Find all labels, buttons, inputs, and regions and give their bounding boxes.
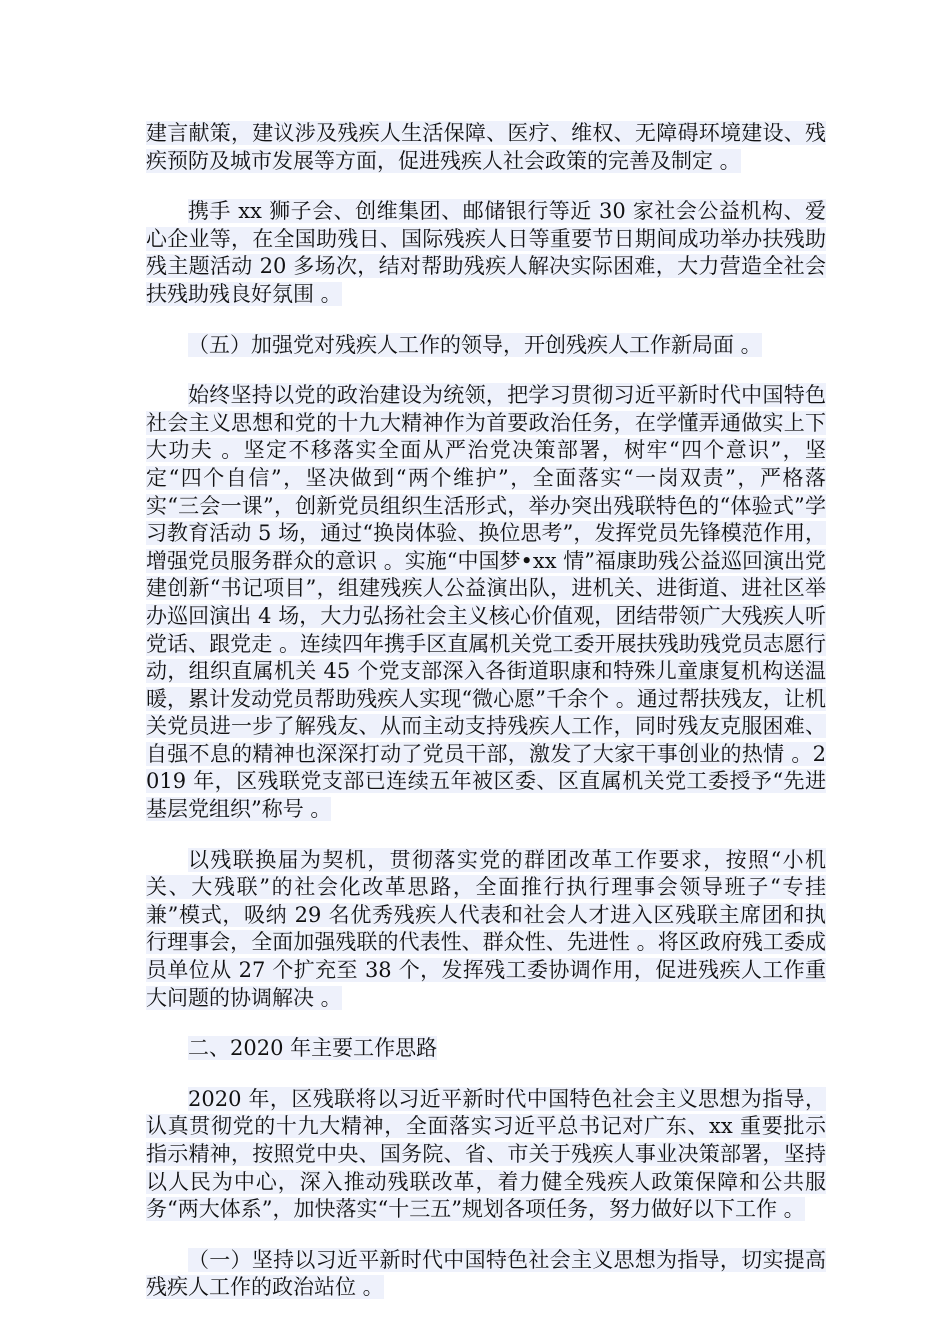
paragraph-4-text: 始终坚持以党的政治建设为统领，把学习贯彻习近平新时代中国特色社会主义思想和党的十九大精神作为首要政治任务，在学懂弄通做实上下大功夫 。坚定不移落实全面从严治党决策部署，树牢“四个意识”，坚定“四个自信”，坚决做到“两个维护”，全面落实“一岗双责”，严格落实“三会一课”，创新党员组织生活形式，举办突出残联特色的“体验式”学习教育活动 5 场，通过“换岗体验、换位思考”，发挥党员先锋模范作用，增强党员服务群众的意识 。实施“中国梦•xx 情”福康助残公益巡回演出党建创新“书记项目”，组建残疾人公益演出队，进机关、进街道、进社区举办巡回演出 4 场，大力弘扬社会主义核心价值观，团结带领广大残疾人听党话、跟党走 。连续四年携手区直属机关党工委开展扶残助残党员志愿行动，组织直属机关 45 个党支部深入各街道职康和特殊儿童康复机构送温暖，累计发动党员帮助残疾人实现“微心愿”千余个 。通过帮扶残友，让机关党员进一步了解残友、从而主动支持残疾人工作，同时残友克服困难、自强不息的精神也深深打动了党员干部，激发了大家干事创业的热情 。2019 年，区残联党支部已连续五年被区委、区直属机关党工委授予“先进基层党组织”称号 。 xyxy=(146,383,826,822)
paragraph-7 xyxy=(146,1086,826,1224)
section-heading-1-text: （一）坚持以习近平新时代中国特色社会主义思想为指导，切实提高残疾人工作的政治站位 。 xyxy=(146,1247,826,1300)
section-heading-1 xyxy=(146,1247,826,1302)
section-heading-2 xyxy=(146,1035,826,1063)
section-heading-2-text: 二、2020 年主要工作思路 xyxy=(188,1036,438,1061)
paragraph-2 xyxy=(146,198,826,308)
paragraph-4 xyxy=(146,382,826,824)
paragraph-5-text: 以残联换届为契机，贯彻落实党的群团改革工作要求，按照“小机关、大残联”的社会化改革思路，全面推行执行理事会领导班子“专挂兼”模式，吸纳 29 名优秀残疾人代表和社会人才进入区残联主席团和执行理事会，全面加强残联的代表性、群众性、先进性 。将区政府残工委成员单位从 27 个扩充至 38 个，发挥残工委协调作用，促进残疾人工作重大问题的协调解决 。 xyxy=(146,847,826,1010)
section-heading-5-text: （五）加强党对残疾人工作的领导，开创残疾人工作新局面 。 xyxy=(188,332,762,357)
paragraph-1 xyxy=(146,120,826,175)
paragraph-1-text: 建言献策，建议涉及残疾人生活保障、医疗、维权、无障碍环境建设、残疾预防及城市发展等方面，促进残疾人社会政策的完善及制定 。 xyxy=(146,121,826,173)
document-body xyxy=(146,120,826,1325)
paragraph-5 xyxy=(146,847,826,1013)
section-heading-5 xyxy=(146,332,826,360)
paragraph-2-text: 携手 xx 狮子会、创维集团、邮储银行等近 30 家社会公益机构、爱心企业等，在全国助残日、国际残疾人日等重要节日期间成功举办扶残助残主题活动 20 多场次，结对帮助残疾人解决实际困难，大力营造全社会扶残助残良好氛围 。 xyxy=(146,199,826,306)
paragraph-7-text: 2020 年，区残联将以习近平新时代中国特色社会主义思想为指导，认真贯彻党的十九大精神，全面落实习近平总书记对广东、xx 重要批示指示精神，按照党中央、国务院、省、市关于残疾人事业决策部署，坚持以人民为中心，深入推动残联改革，着力健全残疾人政策保障和公共服务“两大体系”，加快落实“十三五”规划各项任务，努力做好以下工作 。 xyxy=(146,1086,826,1222)
